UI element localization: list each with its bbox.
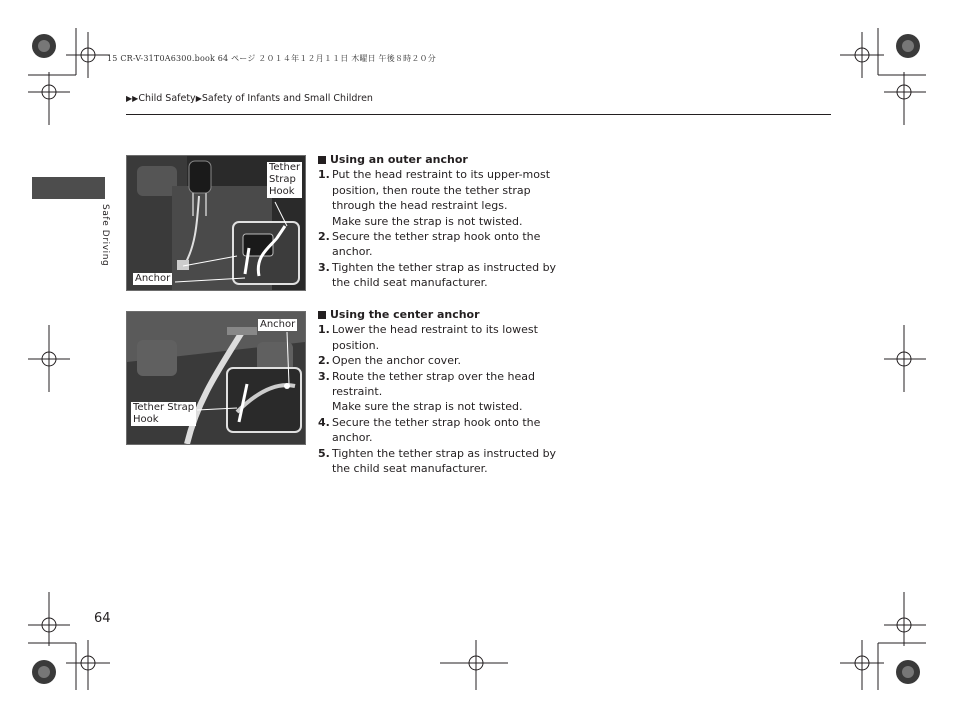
step-item: 1. Lower the head restraint to its lowest position. [318, 323, 538, 352]
step-list [318, 322, 568, 476]
header-rule [126, 114, 831, 115]
breadcrumb-arrows: ▶▶ [126, 94, 139, 103]
breadcrumb [126, 93, 373, 104]
step-item: 4. Secure the tether strap hook onto the anchor. [318, 415, 541, 445]
breadcrumb-arrow: ▶ [195, 94, 202, 103]
square-bullet-icon [318, 311, 326, 319]
section-title: Using an outer anchor [318, 152, 568, 167]
center-anchor-section [318, 307, 568, 476]
tether-strap-hook-label: Tether Strap Hook [269, 162, 301, 197]
book-header: 15 CR-V-31T0A6300.book 64 ページ ２０１４年１２月１１日 木曜日 午後８時２０分 [107, 54, 436, 63]
step-item: 2. Open the anchor cover. [318, 354, 461, 368]
side-tab [32, 177, 105, 199]
center-anchor-illustration [126, 311, 306, 445]
page-number: 64 [94, 611, 111, 626]
step-list [318, 167, 568, 290]
anchor-label: Anchor [260, 319, 296, 330]
square-bullet-icon [318, 156, 326, 164]
outer-anchor-illustration [126, 155, 306, 291]
outer-anchor-section [318, 152, 568, 291]
section-title: Using the center anchor [318, 307, 568, 322]
breadcrumb-item-child-safety[interactable]: Child Safety [138, 93, 196, 104]
tether-strap-hook-label: Tether Strap Hook [133, 402, 195, 425]
step-item: 5. Tighten the tether strap as instructed by the child seat manufacturer. [318, 446, 557, 476]
step-note: Make sure the strap is not twisted. [332, 400, 523, 414]
step-note: Make sure the strap is not twisted. [332, 214, 523, 228]
side-tab-label: Safe Driving [100, 204, 110, 267]
step-item: 1. Put the head restraint to its upper-most position, then route the tether strap through the head restraint legs. Make sure the strap is not twisted. [318, 167, 568, 229]
anchor-label: Anchor [135, 273, 171, 284]
step-item: 3. Tighten the tether strap as instructed by the child seat manufacturer. [318, 260, 557, 290]
step-item: 2. Secure the tether strap hook onto the anchor. [318, 230, 541, 259]
breadcrumb-item-infants[interactable]: Safety of Infants and Small Children [201, 93, 373, 104]
step-item: 3. Route the tether strap over the head restraint. Make sure the strap is not twisted. [318, 369, 568, 415]
